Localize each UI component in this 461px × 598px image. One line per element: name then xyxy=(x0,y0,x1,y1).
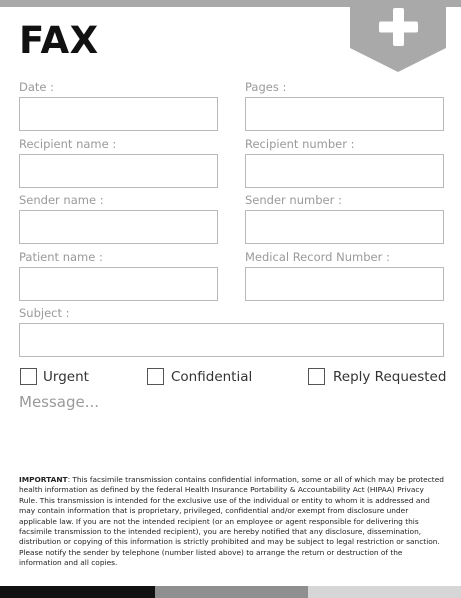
sender-number-field[interactable] xyxy=(245,210,444,244)
pages-field[interactable] xyxy=(245,97,444,131)
plus-icon xyxy=(350,0,446,72)
footer-bar-mid xyxy=(155,586,308,598)
medical-record-field[interactable] xyxy=(245,267,444,301)
recipient-name-field[interactable] xyxy=(19,154,218,188)
patient-name-field[interactable] xyxy=(19,267,218,301)
sender-number-label: Sender number : xyxy=(245,193,342,207)
notice-lead: IMPORTANT xyxy=(19,475,68,484)
medical-record-label: Medical Record Number : xyxy=(245,250,390,264)
sender-name-field[interactable] xyxy=(19,210,218,244)
reply-requested-label: Reply Requested xyxy=(333,369,447,385)
recipient-number-label: Recipient number : xyxy=(245,137,355,151)
message-area[interactable]: Message... xyxy=(19,393,100,411)
footer-bar-dark xyxy=(0,586,155,598)
footer-bar-light xyxy=(308,586,461,598)
recipient-number-field[interactable] xyxy=(245,154,444,188)
urgent-checkbox[interactable] xyxy=(20,368,37,385)
recipient-name-label: Recipient name : xyxy=(19,137,117,151)
date-field[interactable] xyxy=(19,97,218,131)
confidential-checkbox[interactable] xyxy=(147,368,164,385)
sender-name-label: Sender name : xyxy=(19,193,104,207)
notice-text: : This facsimile transmission contains confidential information, some or all of which may be protected health information as defined by the federal Health Insurance Portability & Accountability Act (HIPAA) Privacy Rule. This transmission is intended for the exclusive use of the individual or entity to whom it is addressed and may contain information that is proprietary, privileged, confidential and/or exempt from disclosure under applicable law. If you are not the intended recipient (or an employee or agent responsible for delivering this facsimile transmission to the intended recipient), you are hereby notified that any disclosure, dissemination, distribution or copying of this information is strictly prohibited and may be subject to legal restriction or sanction. Please notify the sender by telephone (number listed above) to arrange the return or destruction of the information and all copies. xyxy=(19,475,444,568)
date-label: Date : xyxy=(19,80,55,94)
subject-field[interactable] xyxy=(19,323,444,357)
urgent-label: Urgent xyxy=(43,369,89,385)
confidential-label: Confidential xyxy=(171,369,253,385)
page-title: FAX xyxy=(19,19,99,62)
confidentiality-notice xyxy=(19,475,444,569)
pages-label: Pages : xyxy=(245,80,287,94)
subject-label: Subject : xyxy=(19,306,70,320)
patient-name-label: Patient name : xyxy=(19,250,103,264)
reply-requested-checkbox[interactable] xyxy=(308,368,325,385)
